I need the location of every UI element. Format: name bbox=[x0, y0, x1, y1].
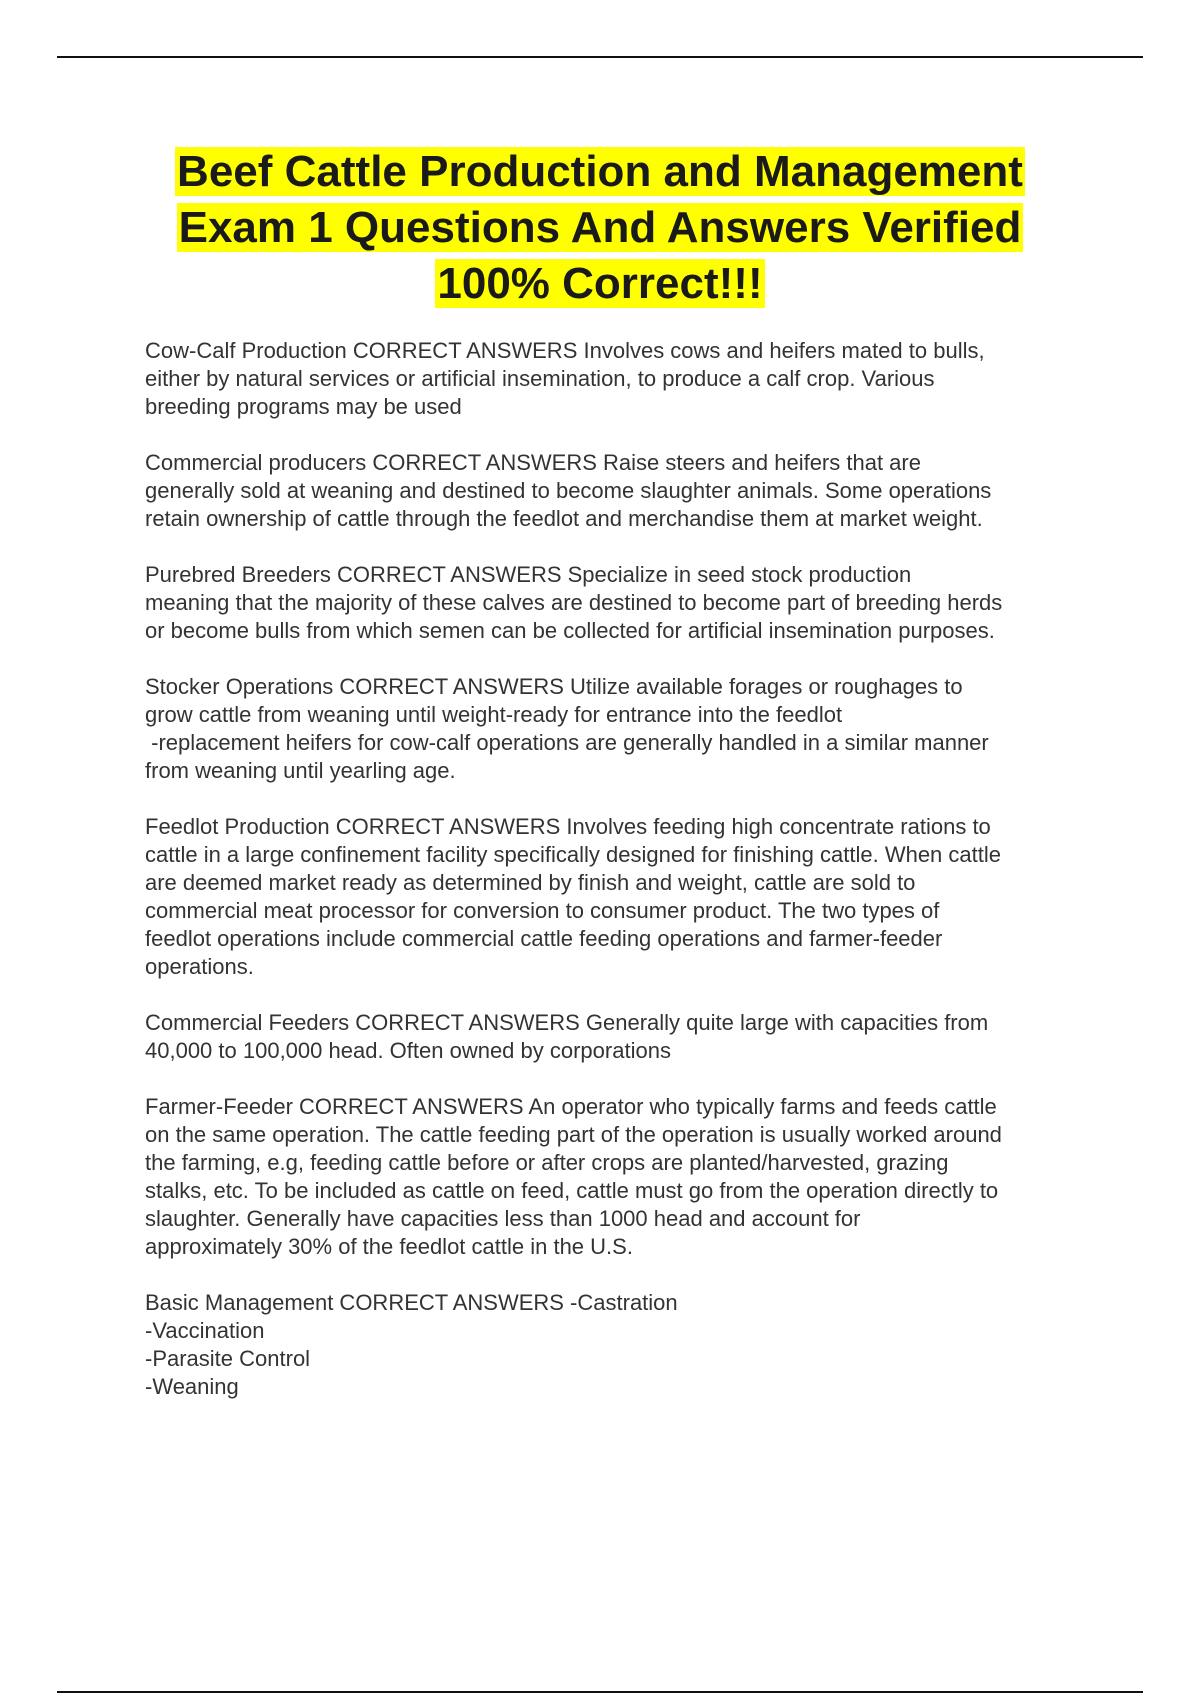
document-body bbox=[145, 337, 1100, 1429]
qa-entry-line: -Weaning bbox=[145, 1374, 239, 1399]
qa-entry-line: Farmer-Feeder CORRECT ANSWERS An operator who typically farms and feeds cattle bbox=[145, 1094, 997, 1119]
document-title-block bbox=[100, 144, 1100, 312]
bottom-rule bbox=[57, 1691, 1143, 1693]
qa-entry bbox=[145, 561, 1100, 645]
qa-entry-line: approximately 30% of the feedlot cattle in the U.S. bbox=[145, 1234, 633, 1259]
title-line: Exam 1 Questions And Answers Verified bbox=[178, 203, 1022, 252]
qa-entry-line: -Vaccination bbox=[145, 1318, 265, 1343]
qa-entry bbox=[145, 449, 1100, 533]
qa-entry-line: retain ownership of cattle through the feedlot and merchandise them at market weight. bbox=[145, 506, 983, 531]
qa-entry bbox=[145, 337, 1100, 421]
qa-entry-line: Cow-Calf Production CORRECT ANSWERS Involves cows and heifers mated to bulls, bbox=[145, 338, 985, 363]
qa-entry-line: Stocker Operations CORRECT ANSWERS Utilize available forages or roughages to bbox=[145, 674, 963, 699]
qa-entry-line: Commercial Feeders CORRECT ANSWERS Generally quite large with capacities from bbox=[145, 1010, 989, 1035]
qa-entry-line: 40,000 to 100,000 head. Often owned by corporations bbox=[145, 1038, 671, 1063]
qa-entry-line: Commercial producers CORRECT ANSWERS Raise steers and heifers that are bbox=[145, 450, 921, 475]
qa-entry-line: slaughter. Generally have capacities less than 1000 head and account for bbox=[145, 1206, 861, 1231]
qa-entry bbox=[145, 1093, 1100, 1261]
qa-entry-line: -replacement heifers for cow-calf operations are generally handled in a similar manner bbox=[145, 730, 989, 755]
qa-entry-line: grow cattle from weaning until weight-ready for entrance into the feedlot bbox=[145, 702, 843, 727]
qa-entry-line: Feedlot Production CORRECT ANSWERS Involves feeding high concentrate rations to bbox=[145, 814, 991, 839]
title-line: Beef Cattle Production and Management bbox=[177, 147, 1023, 196]
qa-entry-line: Basic Management CORRECT ANSWERS -Castration bbox=[145, 1290, 678, 1315]
qa-entry-line: the farming, e.g, feeding cattle before or after crops are planted/harvested, grazing bbox=[145, 1150, 949, 1175]
qa-entry bbox=[145, 673, 1100, 785]
title-line: 100% Correct!!! bbox=[437, 259, 763, 308]
qa-entry-line: either by natural services or artificial insemination, to produce a calf crop. Various bbox=[145, 366, 935, 391]
qa-entry-line: feedlot operations include commercial cattle feeding operations and farmer-feeder bbox=[145, 926, 943, 951]
qa-entry-line: from weaning until yearling age. bbox=[145, 758, 456, 783]
qa-entry-line: Purebred Breeders CORRECT ANSWERS Specialize in seed stock production bbox=[145, 562, 912, 587]
qa-entry-line: cattle in a large confinement facility specifically designed for finishing cattle. When cattle bbox=[145, 842, 1001, 867]
qa-entry-line: are deemed market ready as determined by finish and weight, cattle are sold to bbox=[145, 870, 916, 895]
qa-entry-line: commercial meat processor for conversion to consumer product. The two types of bbox=[145, 898, 940, 923]
qa-entry-line: -Parasite Control bbox=[145, 1346, 311, 1371]
qa-entry-line: on the same operation. The cattle feeding part of the operation is usually worked around bbox=[145, 1122, 1002, 1147]
qa-entry-line: stalks, etc. To be included as cattle on feed, cattle must go from the operation directly to bbox=[145, 1178, 999, 1203]
qa-entry bbox=[145, 1009, 1100, 1065]
qa-entry bbox=[145, 1289, 1100, 1401]
qa-entry-line: operations. bbox=[145, 954, 254, 979]
qa-entry-line: generally sold at weaning and destined to become slaughter animals. Some operations bbox=[145, 478, 992, 503]
qa-entry-line: meaning that the majority of these calves are destined to become part of breeding herds bbox=[145, 590, 1003, 615]
document-title bbox=[100, 144, 1100, 312]
qa-entry-line: or become bulls from which semen can be collected for artificial insemination purposes. bbox=[145, 618, 995, 643]
qa-entry bbox=[145, 813, 1100, 981]
top-rule bbox=[57, 56, 1143, 58]
qa-entry-line: breeding programs may be used bbox=[145, 394, 462, 419]
